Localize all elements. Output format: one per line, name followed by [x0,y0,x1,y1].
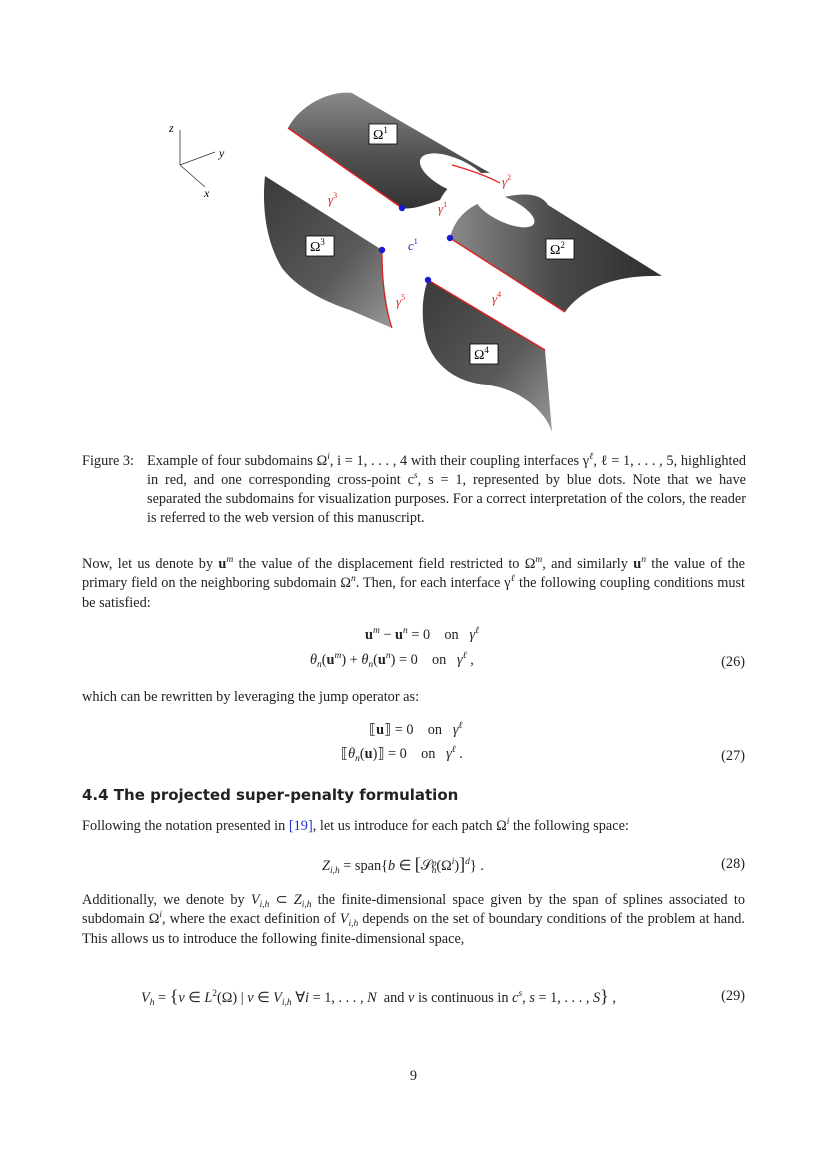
label-gamma-5: $\gamma^5$ [396,293,406,309]
equation-27-line2: $⟦\theta_n(u)⟧ = 0$ on $\gamma^\ell$ . [341,745,463,764]
paragraph: Now, let us denote by $u^m$ the value of the displacement field restricted to $\Omega^m$, and similarly $u^n$ the value of the primary field on the neighboring subdomain $\Omega^n$. Then, for each interface $\gamma^\ell$ the following coupling conditions must be satisfied: [82,555,746,611]
section-heading: 4.4 The projected super-penalty formulation [82,786,459,804]
axis-label-x: x [204,186,210,200]
equation-29: $V_h = \{v$ ∈ $L^2(\Omega)$ | v ∈ $V_{i,h}$ ∀i = 1, . . . , N and v is continuous in $c^s$, s = 1, . . . , S} , [141,986,616,1008]
figure-subdomains [160,92,680,442]
citation-link[interactable]: [19] [288,818,313,834]
figure-caption: Figure 3: Example of four subdomains $\Omega^i$, i = 1, . . . , 4 with their coupling interfaces $\gamma^\ell$, ℓ = 1, . . . , 5, highlighted in red, and one corresponding cross-point $c^s$, s = 1, represented by blue dots. Note that we have separated the subdomains for visualization purposes. For a correct interpretation of the colors, the reader is referred to the web version of this manuscript. [82,452,746,526]
caption-text: , i = 1, . . . , 4 with their coupling interfaces γ [329,453,590,469]
equation-26-line1: $u^m - u^n = 0$ on $\gamma^\ell$ [365,626,480,643]
label-gamma-3: $\gamma^3$ [328,191,338,207]
paragraph: Following the notation presented in [19], let us introduce for each patch $\Omega^i$ the following space: [82,817,629,834]
label-omega-4: $\Omega^4$ [474,345,489,363]
equation-27-line1: ⟦u⟧ = 0 on $\gamma^\ell$ [369,721,463,738]
crosspoint-dot [399,205,405,211]
equation-number: (26) [721,654,745,670]
label-omega-3: $\Omega^3$ [310,237,325,255]
caption-label: Figure 3: [82,453,135,469]
caption-text: Example of four subdomains Ω [147,453,328,469]
axis-label-z: z [169,121,174,135]
label-gamma-4: $\gamma^4$ [492,290,502,306]
equation-26-line2: $\theta_n(u^m) + \theta_n(u^n) = 0$ on $\gamma^\ell$ , [310,651,474,670]
label-crosspoint-c1: $c^1$ [408,237,418,253]
label-omega-1: $\Omega^1$ [373,125,388,143]
equation-number: (29) [721,988,745,1004]
axes-triad [180,130,215,187]
axis-label-y: y [219,146,225,160]
page-number: 9 [409,1068,418,1084]
crosspoint-dot [379,247,385,253]
crosspoint-dot [447,235,453,241]
equation-number: (27) [721,748,745,764]
caption-text: , ℓ = 1, . . . , 5, highlighted in red, and one corresponding cross-point c [147,453,746,488]
equation-number: (28) [721,856,745,872]
paragraph: which can be rewritten by leveraging the jump operator as: [82,689,420,705]
label-gamma-1: $\gamma^1$ [438,200,448,216]
caption-text: , s = 1, represented by blue dots. Note that we have separated the subdomains for visualization purposes. For a correct interpretation of the colors, the reader is referred to the web version of this manuscript. [147,472,746,526]
label-omega-2: $\Omega^2$ [550,240,565,258]
crosspoint-dot [425,277,431,283]
label-gamma-2: $\gamma^2$ [502,173,512,189]
paragraph: Additionally, we denote by $V_{i,h}$ ⊂ $Z_{i,h}$ the finite-dimensional space given by the span of splines associated to subdomain $\Omega^i$, where the exact definition of $V_{i,h}$ depends on the set of boundary conditions of the problem at hand. This allows us to introduce the following finite-dimensional space, [82,892,746,947]
equation-28: $Z_{i,h}$ = span{b ∈ $[𝒮^p_h(\Omega^i)]^d$} . [322,854,484,876]
